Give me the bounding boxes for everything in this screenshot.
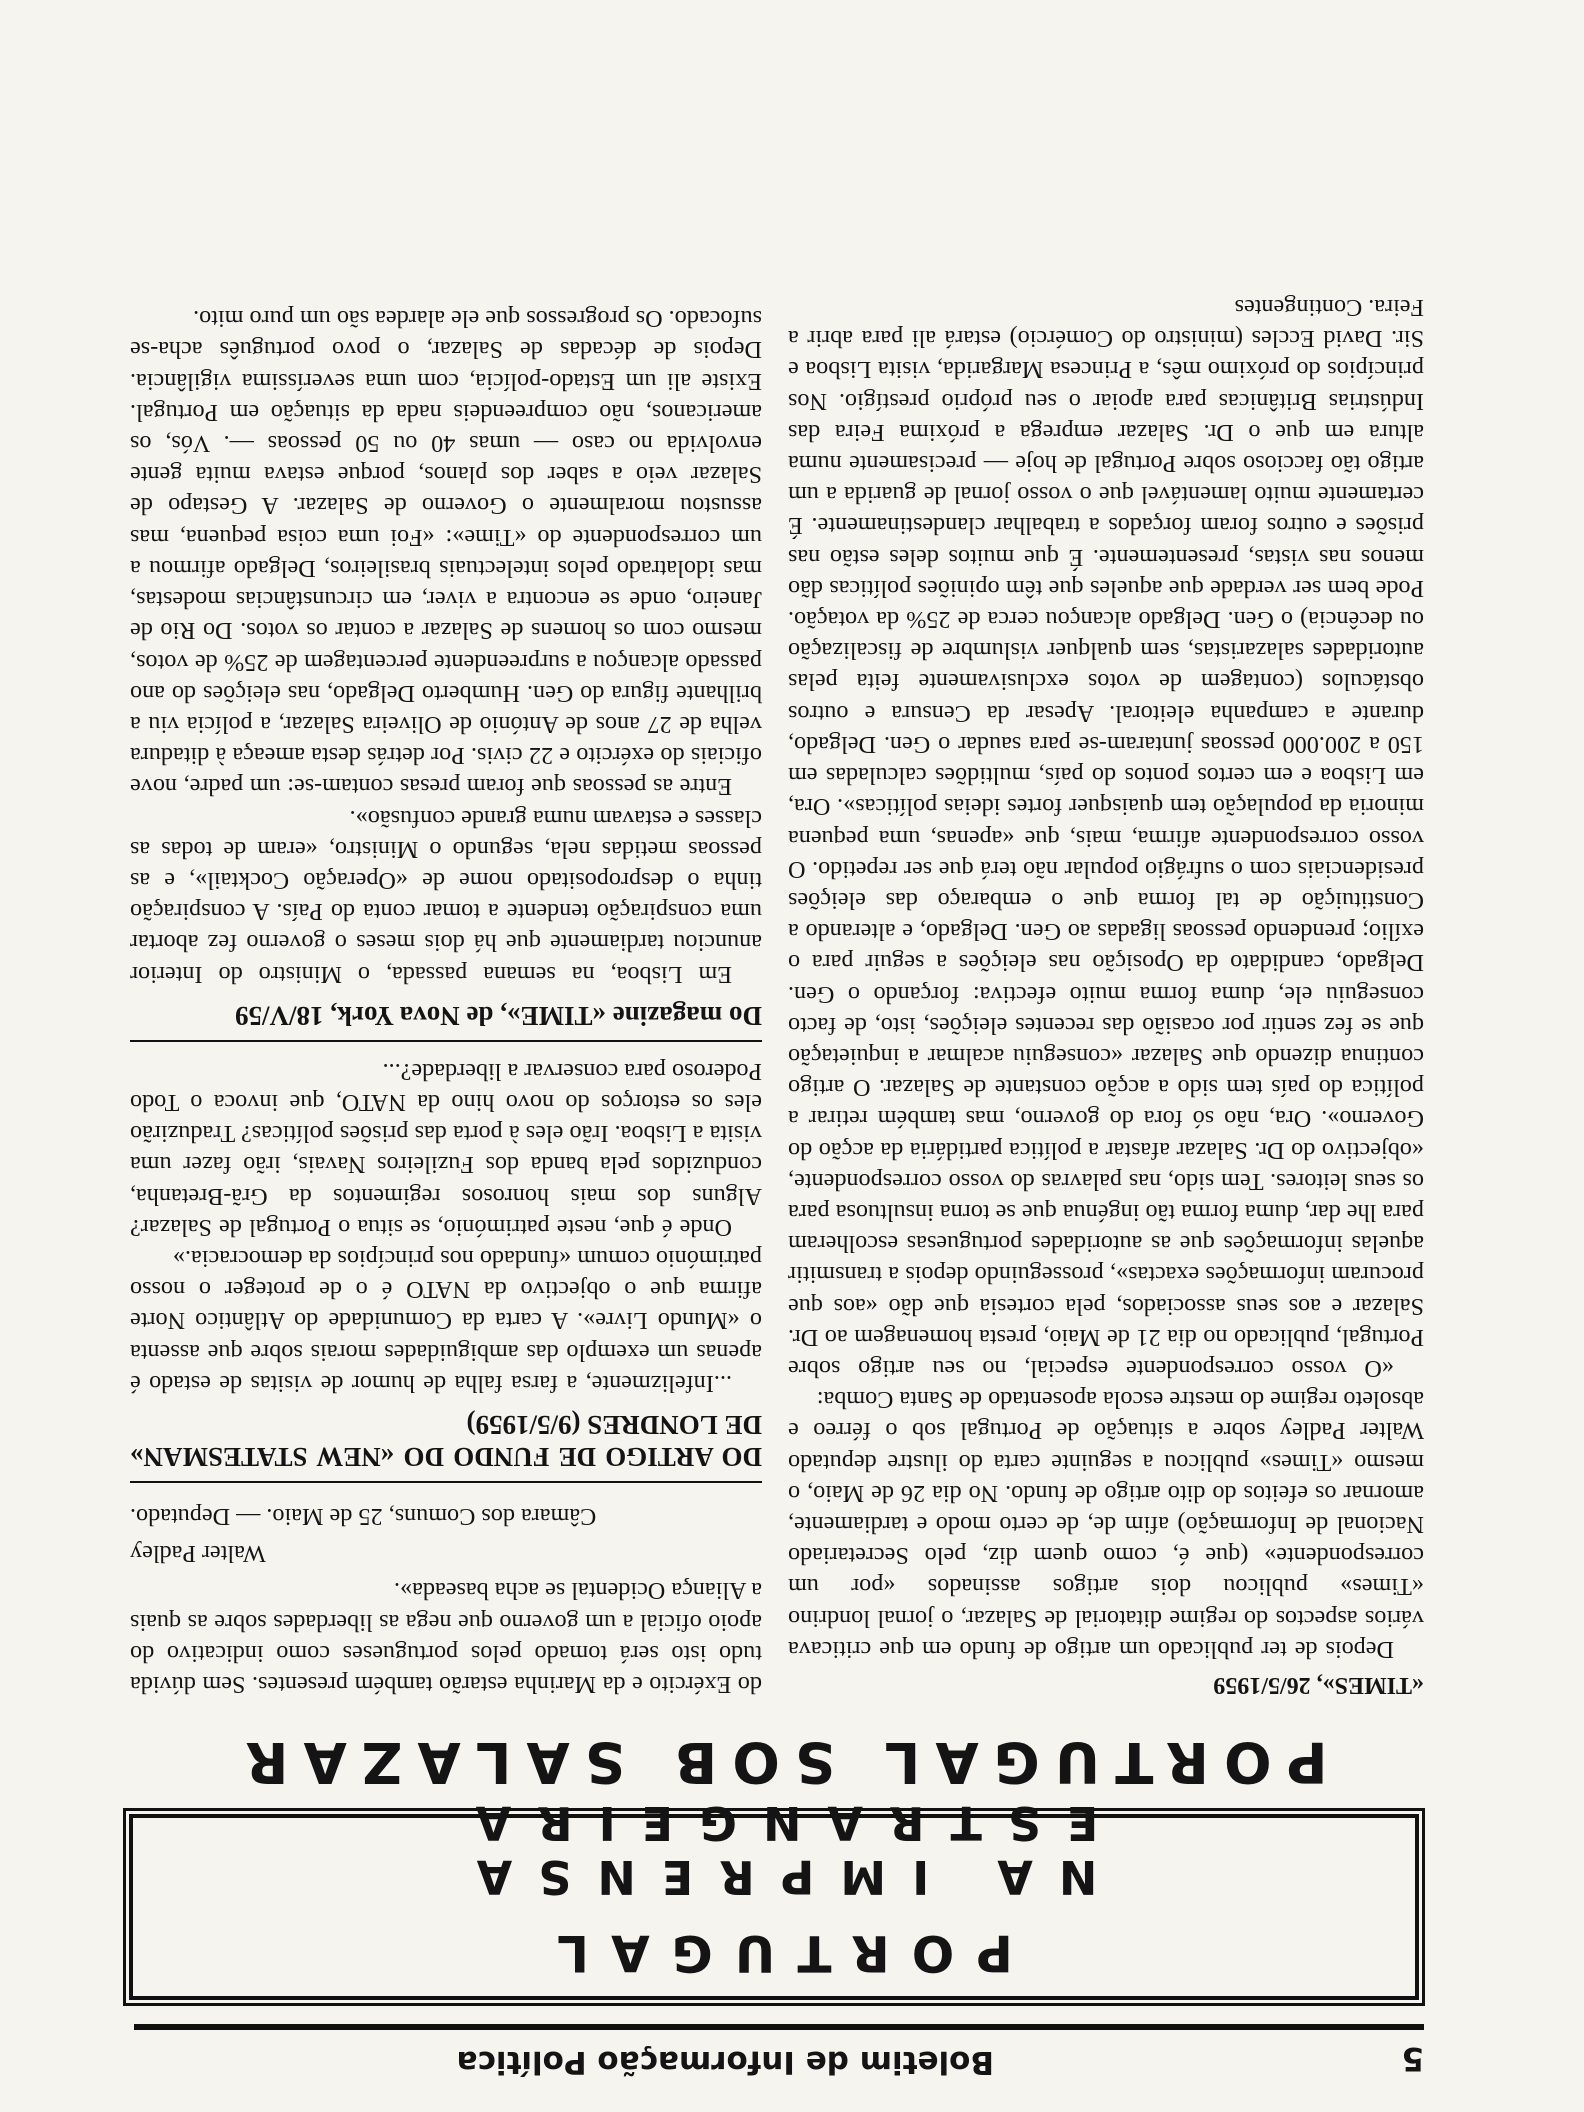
paragraph: «O vosso correspondente especial, no seu artigo sobre Portugal, publicado no dia 21 de Maio, presta homenagem ao Dr. Salazar e aos seus associados, pela cortesia que dão «aos que procuram informações exactas», prosseguindo depois a transmitir aquelas informações que as autoridades portuguesas escolheram para lhe dar, duma forma tão ingénua que se torna insultuosa para os seus leitores. Tem sido, nas palavras do vosso correspondente, «objectivo do Dr. Salazar afastar a política partidária da acção do Governo». Ora, não só fora do governo, mas também retirar a política do país tem sido a acção constante de Salazar. O artigo continua dizendo que Salazar «conseguiu acalmar a inquietação que se fez sentir por ocasião das recentes eleições, isto, de facto conseguiu ele, duma forma muito efectiva: forçando o Gen. Delgado, candidato da Oposição nas eleições a seguir para o exílio; prendendo pessoas ligadas ao Gen. Delgado, e alterando a Constituição de tal forma que o embaraço das eleições presidenciais com o sufrágio popular não terá que ser repetido. O vosso correspondente afirma, mais, que «apenas, uma pequena minoria da população tem quaisquer fortes ideias políticas». Ora, em Lisboa e em certos pontos do país, multidões calculadas em 150 a 200.000 pessoas juntaram-se para saudar o Gen. Delgado, durante a campanha eleitoral. Apesar da Censura e outros obstáculos (contagem de votos exclusivamente feita pelas autoridades salazaristas, sem qualquer vislumbre de fiscalização ou decência) o Gen. Delgado alcançou cerca de 25% da votação. Pode bem ser verdade que aqueles que têm opiniões políticas dão menos nas vistas, presentemente. É que muitos deles estão nas prisões e outros foram forçados a trabalhar clandestinamente. É certamente muito lamentável que o vosso jornal de guarida a um artigo tão faccioso sobre Portugal de hoje — precisamente numa altura em que o Dr. Salazar emprega a próxima Feira das Indústrias Britânicas para apoiar o seu próprio prestígio. Nos princípios do próximo mês, a Princesa Margarida, visita Lisboa e Sir. David Eccles (ministro do Comércio) estará ali para abrir a Feira. Contingentes <box>788 294 1424 1382</box>
article-headline: PORTUGAL SOB SALAZAR <box>230 1729 1328 1794</box>
paragraph: Onde é que, neste património, se situa o Portugal de Salazar? Alguns dos mais honrosos regimentos da Grã-Bretanha, conduzidos pela banda dos Fuzileiros Navais, irão fazer uma visita a Lisboa. Irão eles à porta das prisões políticas? Traduzirão eles os estorços do novo hino da NATO, que invoca o Todo Poderoso para conservar a liberdade?... <box>130 1057 762 1241</box>
source-line: «TIMES», 26/5/1959 <box>1213 1672 1424 1698</box>
paragraph: do Exército e da Marinha estarão também presentes. Sem dúvida tudo isto será tomado pelos portugueses como indicativo do apoio oficial a um governo que nega as liberdades sobre as quais a Aliança Ocidental se acha baseada». <box>130 1577 762 1698</box>
running-header <box>134 2024 1424 2080</box>
paragraph: Entre as pessoas que foram presas contam-se: um padre, nove oficiais do exército e 22 civis. Por detrás desta ameaça à ditadura velha de 27 anos de António de Oliveira Salazar, a polícia viu a brilhante figura do Gen. Humberto Delgado, nas eleições do ano passado alcançou a surpreendente percentagem de 25% de votos, mesmo com os homens de Salazar a contar os votos. Do Rio de Janeiro, onde se encontra a viver, em circunstâncias modestas, mas idolatrado pelos intelectuais brasileiros, Delgado afirmou a um correspondente do «Time»: «Foi uma coisa pequena, mas assustou moralmente o Governo de Salazar. A Gestapo de Salazar veio a saber dos planos, porque estava muita gente envolvida no caso — umas 40 ou 50 pessoas —. Vós, os americanos, não compreendeis nada da situação em Portugal. Existe ali um Estado-polícia, com uma severíssima vigilância. Depois de décadas de Salazar, o povo português acha-se sufocado. Os progressos que ele alardea são um puro mito. <box>130 305 762 801</box>
left-column <box>788 80 1424 1700</box>
masthead-line-1: PORTUGAL <box>535 1924 1013 1982</box>
paragraph: Depois de ter publicado um artigo de fundo em que criticava vários aspectos do regime ditatorial de Salazar, o jornal londrino «Times» publicou dois artigos assinados «por um correspondente» (que é, como quem diz, pelo Secretariado Nacional de Informação) afim de, de certo modo e tardiamente, amornar os efeitos do dito artigo de fundo. No dia 26 de Maio, o mesmo «Times» publicou a seguinte carta do ilustre deputado Walter Padley sobre a situação de Portugal sob o férreo e absoleto regime do mestre escola aposentado de Santa Comba: <box>788 1386 1424 1663</box>
bulletin-title: Boletim de Informação Política <box>456 2044 994 2080</box>
signature-place: Câmara dos Comuns, 25 de Maio. — Deputado. <box>130 1502 597 1530</box>
signature-name: Walter Padley <box>130 1540 266 1568</box>
section-heading: Do magazine «TIME», de Nova York, 18/V/59 <box>130 1000 762 1042</box>
paragraph: Em Lisboa, na semana passada, o Ministro do Interior anunciou tardiamente que há dois meses o governo fez abortar uma conspiração tendente a tomar conta do País. A conspiração tinha o despropositado nome de «Operação Cocktail», e as pessoas metidas nela, segundo o Ministro, «eram de todas as classes e estavam numa grande confusão». <box>130 804 762 988</box>
paragraph: ...Infelizmente, a farsa falha de humor de visitas de estado é apenas um exemplo das ambiguidades morais sobre que assenta o «Mundo Livre». A carta da Comunidade do Atlântico Norte afirma que o objectivo da NATO é o de proteger o nosso património comum «fundado nos princípios da democracia.» <box>130 1244 762 1397</box>
page-number: 5 <box>1401 2040 1424 2078</box>
masthead-box <box>129 1796 1419 2000</box>
masthead-line-2: NA IMPRENSA ESTRANGEIRA <box>449 1796 1099 1904</box>
section-heading: DO ARTIGO DE FUNDO DO «NEW STATESMAN» DE LONDRES (9/5/1959) <box>130 1409 762 1483</box>
right-column <box>130 80 762 1700</box>
